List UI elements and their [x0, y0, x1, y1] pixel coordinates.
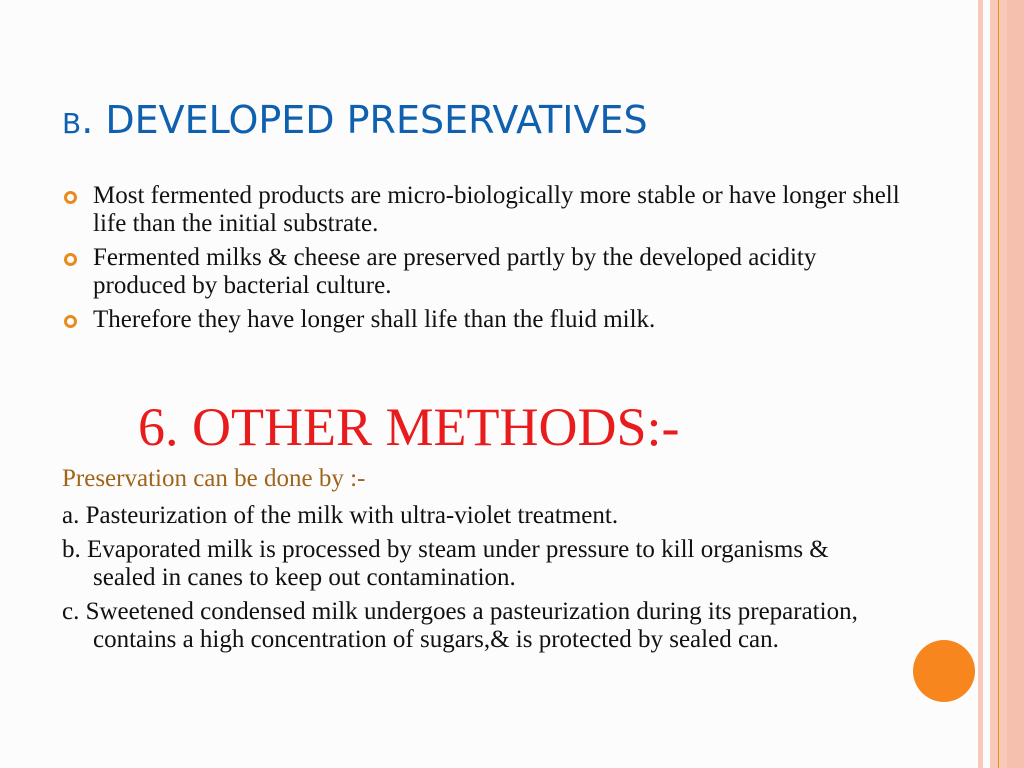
list-item: a. Pasteurization of the milk with ultra-violet treatment. — [62, 502, 619, 529]
title-text: . DEVELOPED PRESERVATIVES — [81, 98, 648, 142]
slide-title — [62, 98, 648, 142]
decor-stripe — [978, 0, 983, 768]
bullet-text: Fermented milks & cheese are preserved partly by the developed acidity produced by bacterial culture. — [93, 244, 817, 299]
section-heading: 6. OTHER METHODS:- — [138, 397, 680, 457]
decor-circle — [913, 640, 975, 702]
subheading: Preservation can be done by :- — [62, 465, 366, 492]
decor-stripe — [999, 0, 1007, 768]
list-item — [62, 244, 902, 300]
title-prefix: B — [62, 107, 82, 140]
list-item: b. Evaporated milk is processed by steam under pressure to kill organisms & sealed in canes to keep out contamination. — [62, 536, 829, 591]
decor-stripe — [1007, 0, 1024, 768]
bullet-text: Therefore they have longer shall life than the fluid milk. — [93, 306, 656, 333]
circle-bullet-icon — [64, 191, 77, 204]
methods-list — [62, 502, 882, 660]
bullet-list — [62, 182, 902, 340]
circle-bullet-icon — [64, 315, 77, 328]
list-item — [62, 182, 902, 238]
list-item — [62, 306, 902, 334]
bullet-text: Most fermented products are micro-biologically more stable or have longer shell life than the initial substrate. — [93, 182, 900, 237]
decor-stripe — [990, 0, 998, 768]
circle-bullet-icon — [64, 253, 77, 266]
list-item: c. Sweetened condensed milk undergoes a pasteurization during its preparation, contains a high concentration of sugars,& is protected by sealed can. — [62, 598, 858, 653]
